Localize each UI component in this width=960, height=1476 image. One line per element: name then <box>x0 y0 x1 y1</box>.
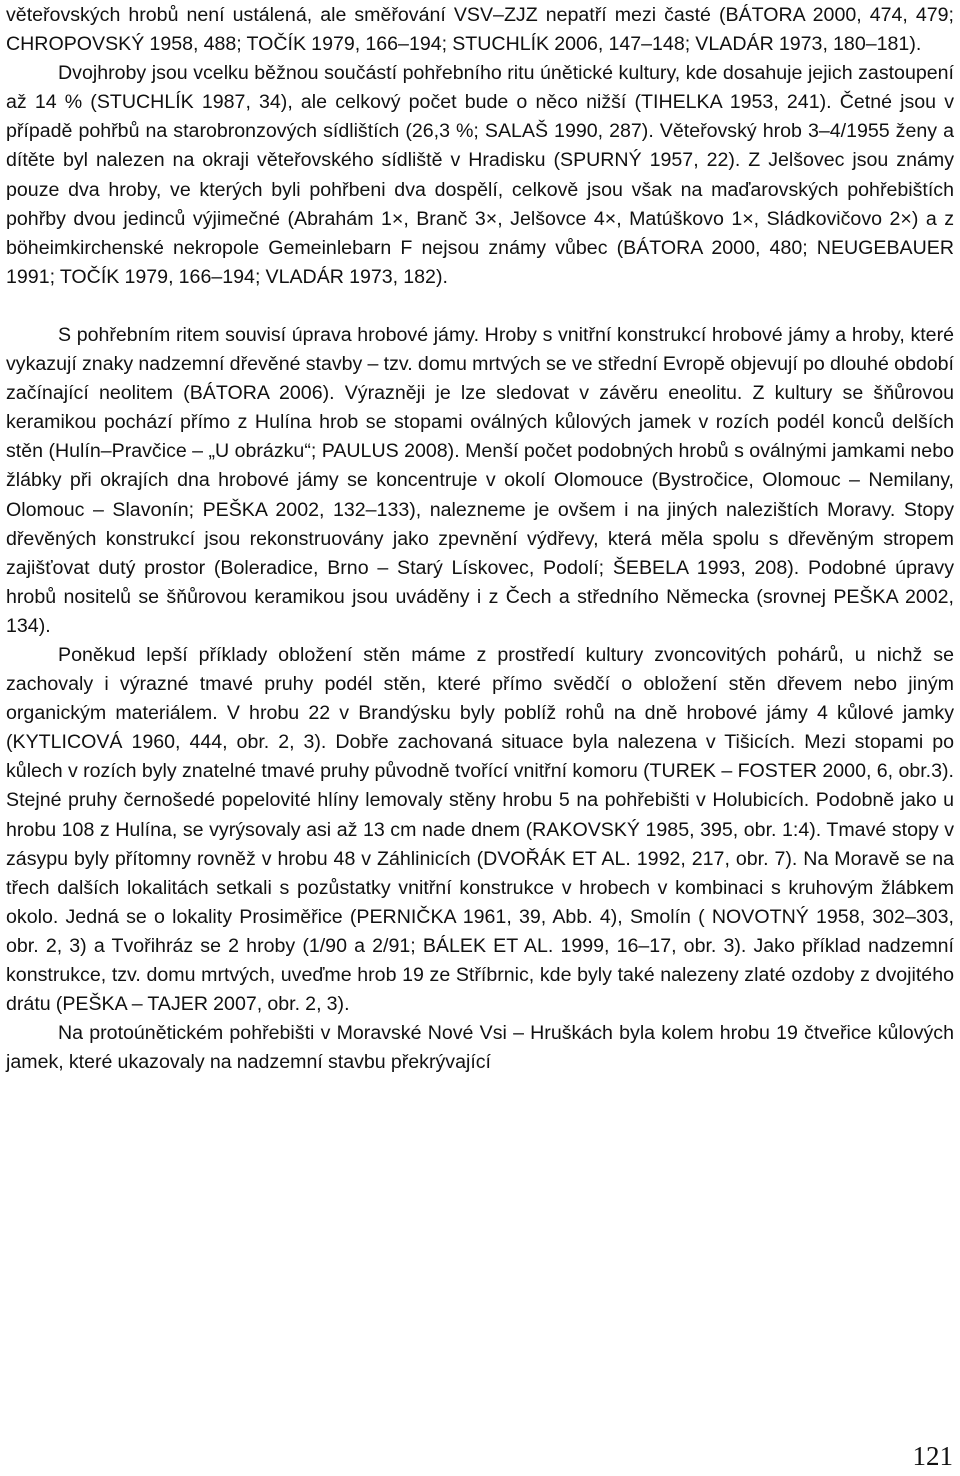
paragraph-continuation: věteřovských hrobů není ustálená, ale směřování VSV–ZJZ nepatří mezi časté (BÁTORA 2000, 474, 479; CHROPOVSKÝ 1958, 488; TOČÍK 1979, 166–194; STUCHLÍK 2006, 147–148; VLADÁR 1973, 180–181). <box>6 4 954 56</box>
page-number: 121 <box>912 1441 953 1471</box>
body-text <box>6 1 954 1077</box>
paragraph-uprava-hrobove-jamy: S pohřebním ritem souvisí úprava hrobové jámy. Hroby s vnitřní konstrukcí hrobové jámy a hroby, které vykazují znaky nadzemní dřevěné stavby – tzv. domu mrtvých se ve střední Evropě objevují po dlouhé období začínající neolitem (BÁTORA 2006). Výrazněji je lze sledovat v závěru eneolitu. Z kultury se šňůrovou keramikou pochází přímo z Hulína hrob se stopami oválných kůlových jamek v rozích podél konců delších stěn (Hulín–Pravčice – „U obrázku“; PAULUS 2008). Menší počet podobných hrobů s oválnými jamkami nebo žlábky při okrajích dna hrobové jámy se koncentruje v okolí Olomouce (Bystročice, Olomouc – Nemilany, Olomouc – Slavonín; PEŠKA 2002, 132–133), nalezneme je ovšem i na jiných nalezištích Moravy. Stopy dřevěných konstrukcí jsou rekonstruovány jako zpevnění výdřevy, která měla spolu s dřevěným stropem zajišťovat dutý prostor (Boleradice, Brno – Starý Lískovec, Podolí; ŠEBELA 1993, 208). Podobné úpravy hrobů nositelů se šňůrovou keramikou jsou uváděny i z Čech a středního Německa (srovnej PEŠKA 2002, 134). <box>6 323 954 637</box>
paragraph-protounneticke-pohrebiste: Na protoúnětickém pohřebišti v Moravské Nové Vsi – Hruškách byla kolem hrobu 19 čtveřice kůlových jamek, které ukazovaly na nadzemní stavbu překrývající <box>6 1022 954 1074</box>
paragraph-oblozeni-sten: Poněkud lepší příklady obložení stěn máme z prostředí kultury zvoncovitých pohárů, u nichž se zachovaly i výrazné tmavé pruhy podél stěn, které přímo svědčí o obložení stěn dřevem nebo jiným organickým materiálem. V hrobu 22 v Brandýsku byly poblíž rohů na dně hrobové jámy 4 kůlové jamky (KYTLICOVÁ 1960, 444, obr. 2, 3). Dobře zachovaná situace byla nalezena v Tišicích. Mezi stopami po kůlech v rozích byly znatelné tmavé pruhy původně tvořící vnitřní komoru (TUREK – FOSTER 2000, 6, obr.3). Stejné pruhy černošedé popelovité hlíny lemovaly stěny hrobu 5 na pohřebišti v Holubicích. Podobně jako u hrobu 108 z Hulína, se vyrýsovaly asi až 13 cm nade dnem (RAKOVSKÝ 1985, 395, obr. 1:4). Tmavé stopy v zásypu byly přítomny rovněž v hrobu 48 v Záhlinicích (DVOŘÁK ET AL. 1992, 217, obr. 7). Na Moravě se na třech dalších lokalitách setkali s pozůstatky vnitřní konstrukce v hrobech v kombinaci s kruhovým žlábkem okolo. Jedná se o lokality Prosiměřice (PERNIČKA 1961, 39, Abb. 4), Smolín ( NOVOTNÝ 1958, 302–303, obr. 2, 3) a Tvořihráz se 2 hroby (1/90 a 2/91; BÁLEK ET AL. 1999, 16–17, obr. 3). Jako příklad nadzemní konstrukce, tzv. domu mrtvých, uveďme hrob 19 ze Stříbrnic, kde byly také nalezeny zlaté ozdoby z dvojitého drátu (PEŠKA – TAJER 2007, obr. 2, 3). <box>6 643 954 1016</box>
paragraph-dvojhroby: Dvojhroby jsou vcelku běžnou součástí pohřebního ritu únětické kultury, kde dosahuje jejich zastoupení až 14 % (STUCHLÍK 1987, 34), ale celkový počet bude o něco nižší (TIHELKA 1953, 241). Četné jsou v případě pohřbů na starobronzových sídlištích (26,3 %; SALAŠ 1990, 287). Věteřovský hrob 3–4/1955 ženy a dítěte byl nalezen na okraji věteřovského sídliště v Hradisku (SPURNÝ 1957, 22). Z Jelšovec jsou známy pouze dva hroby, ve kterých byli pohřbeni dva dospělí, celkově jsou však na maďarovských pohřebištích pohřby dvou jedinců výjimečné (Abrahám 1×, Branč 3×, Jelšovce 4×, Matúškovo 1×, Sládkovičovo 2×) a z böheimkirchenské nekropole Gemeinlebarn F nejsou známy vůbec (BÁTORA 2000, 480; NEUGEBAUER 1991; TOČÍK 1979, 166–194; VLADÁR 1973, 182). <box>6 62 954 288</box>
